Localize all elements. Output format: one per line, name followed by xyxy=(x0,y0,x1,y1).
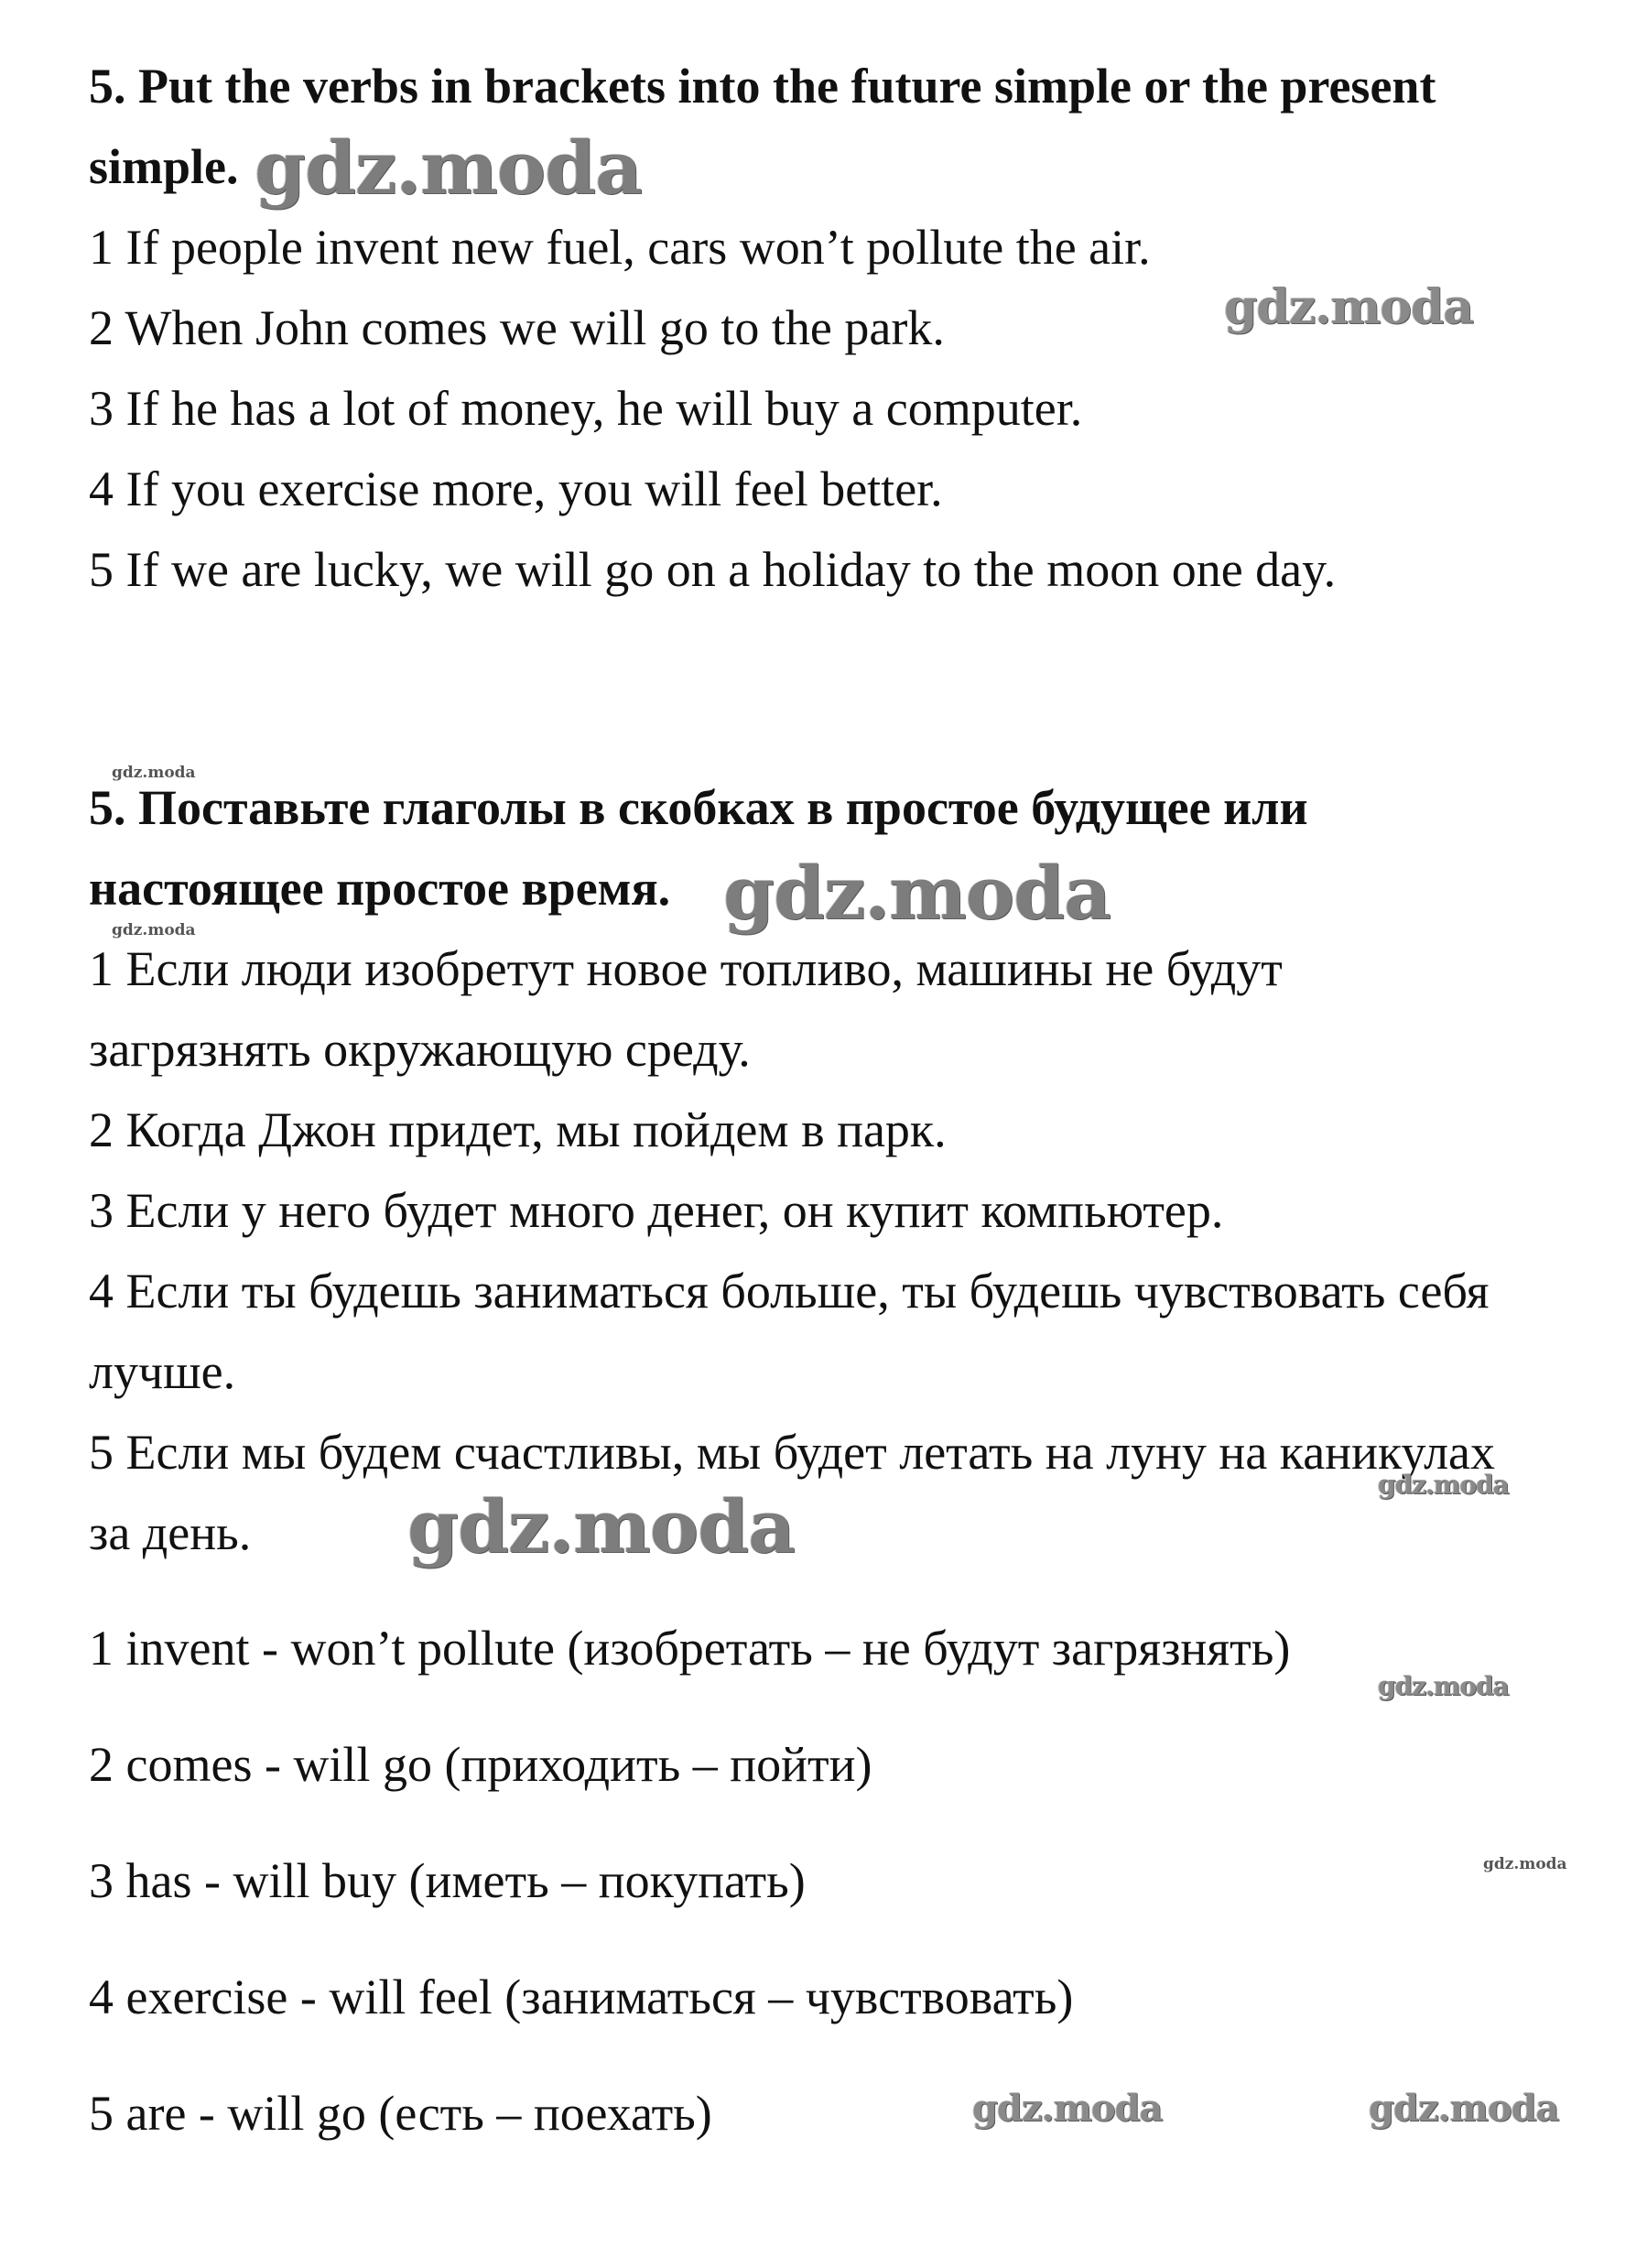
answer-2: 2 comes - will go (приходить – пойти) xyxy=(89,1737,872,1792)
answer-3: 3 has - will buy (иметь – покупать) xyxy=(89,1853,806,1908)
watermark: gdz.moda xyxy=(112,764,196,782)
sentence-ru-line-4: 3 Если у него будет много денег, он купит компьютер. xyxy=(89,1183,1224,1238)
watermark: gdz.moda xyxy=(407,1483,795,1569)
watermark: gdz.moda xyxy=(1483,1855,1567,1873)
watermark: gdz.moda xyxy=(1378,1671,1509,1701)
watermark: gdz.moda xyxy=(1224,279,1474,335)
exercise-title-ru-line2: настоящее простое время. xyxy=(89,861,671,916)
sentence-en-4: 4 If you exercise more, you will feel better. xyxy=(89,461,943,516)
sentence-en-2: 2 When John comes we will go to the park. xyxy=(89,300,945,355)
watermark: gdz.moda xyxy=(1369,2087,1559,2130)
sentence-ru-line-3: 2 Когда Джон придет, мы пойдем в парк. xyxy=(89,1102,947,1157)
sentence-ru-line-8: за день. xyxy=(89,1505,252,1560)
answer-4: 4 exercise - will feel (заниматься – чувствовать) xyxy=(89,1970,1074,2024)
sentence-ru-line-2: загрязнять окружающую среду. xyxy=(89,1022,751,1077)
exercise-title-ru-line1: 5. Поставьте глаголы в скобках в простое будущее или xyxy=(89,780,1308,835)
watermark: gdz.moda xyxy=(723,850,1111,936)
answer-1: 1 invent - won’t pollute (изобретать – не будут загрязнять) xyxy=(89,1621,1291,1676)
exercise-title-en-line2: simple. xyxy=(89,139,239,194)
sentence-ru-line-6: лучше. xyxy=(89,1344,236,1399)
sentence-ru-line-1: 1 Если люди изобретут новое топливо, машины не будут xyxy=(89,941,1283,996)
sentence-en-3: 3 If he has a lot of money, he will buy a computer. xyxy=(89,381,1083,436)
watermark: gdz.moda xyxy=(972,2087,1163,2130)
sentence-ru-line-5: 4 Если ты будешь заниматься больше, ты будешь чувствовать себя xyxy=(89,1264,1490,1318)
watermark: gdz.moda xyxy=(1378,1470,1509,1500)
exercise-title-en-line1: 5. Put the verbs in brackets into the future simple or the present xyxy=(89,59,1436,114)
sentence-en-1: 1 If people invent new fuel, cars won’t pollute the air. xyxy=(89,220,1151,275)
watermark: gdz.moda xyxy=(112,921,196,939)
answer-5: 5 are - will go (есть – поехать) xyxy=(89,2086,712,2141)
sentence-ru-line-7: 5 Если мы будем счастливы, мы будет летать на луну на каникулах xyxy=(89,1425,1495,1480)
watermark: gdz.moda xyxy=(255,125,642,211)
sentence-en-5: 5 If we are lucky, we will go on a holiday to the moon one day. xyxy=(89,542,1337,597)
